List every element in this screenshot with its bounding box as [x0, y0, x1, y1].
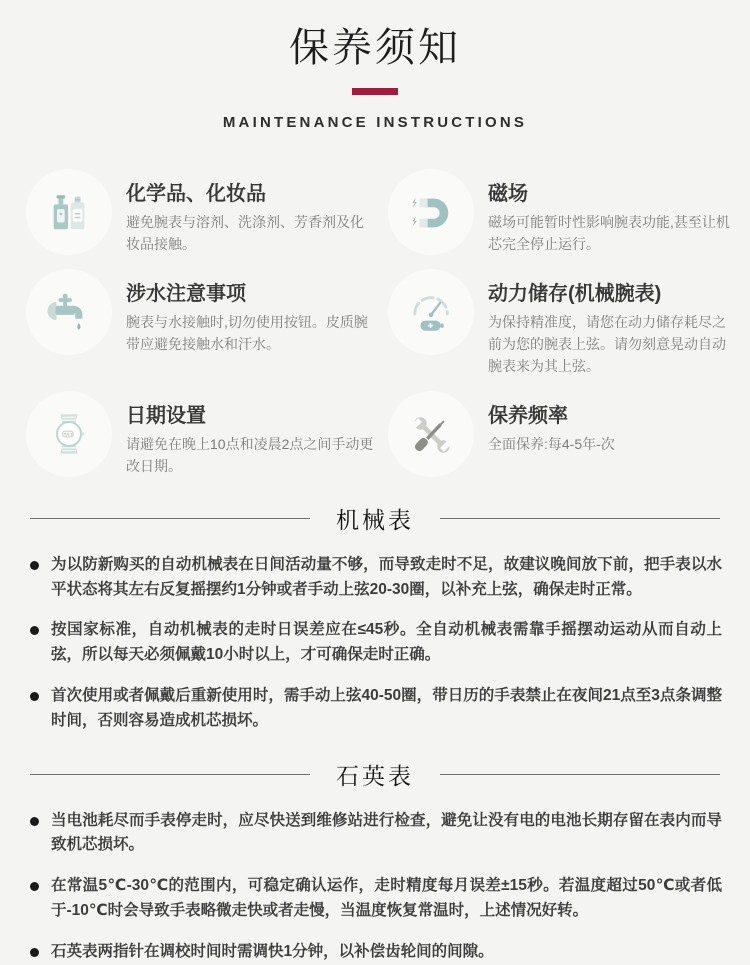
divider-line — [440, 518, 720, 519]
section-header-mechanical — [30, 502, 720, 535]
care-item-title: 保养频率 — [488, 405, 568, 428]
bottles-icon — [26, 169, 112, 255]
care-item-power-reserve — [388, 269, 750, 377]
bullet-text: 首次使用或者佩戴后重新使用时，需手动上弦40-50圈，带日历的手表禁止在夜间21点至3点条调整时间，否则容易造成机芯损坏。 — [51, 687, 722, 729]
care-item-desc: 全面保养:每4-5年-次 — [488, 436, 615, 453]
quartz-bullet-list — [28, 809, 722, 965]
bullet-text: 按国家标准，自动机械表的走时日误差应在≤45秒。全自动机械表需靠手摇摆动运动从而自动上弦，所以每天必须佩戴10小时以上，才可确保走时正确。 — [51, 621, 722, 664]
bullet-text: 在常温5℃-30℃的范围内，可稳定确认运作，走时精度每月误差±15秒。若温度超过50℃或者低于-10℃时会导致手表略微走快或者走慢，当温度恢复常温时，上述情况好转。 — [51, 877, 722, 919]
section-title: 机械表 — [336, 506, 414, 533]
care-item-water — [26, 269, 388, 377]
bullet-text: 当电池耗尽而手表停走时，应尽快送到维修站进行检查，避免让没有电的电池长期存留在表内而导致机芯损坏。 — [51, 811, 722, 854]
care-item-desc: 请避免在晚上10点和凌晨2点之间手动更改日期。 — [126, 436, 374, 475]
bullet-dot — [30, 692, 39, 701]
care-item-title: 动力储存(机械腕表) — [488, 283, 662, 306]
magnet-icon — [388, 169, 474, 255]
care-item-title: 涉水注意事项 — [126, 283, 246, 306]
care-item-date-setting — [26, 391, 388, 477]
care-item-desc: 避免腕表与溶剂、洗涤剂、芳香剂及化妆品接触。 — [126, 214, 364, 252]
bullet-dot — [30, 561, 39, 570]
care-item-desc: 腕表与水接触时,切勿使用按钮。皮质腕带应避免接触水和汗水。 — [126, 314, 368, 353]
bullet-item — [28, 684, 722, 734]
page-title: 保养须知 — [289, 26, 461, 70]
care-grid — [26, 169, 750, 478]
mechanical-bullet-list — [28, 553, 722, 734]
divider-line — [30, 518, 310, 519]
accent-bar — [352, 88, 398, 95]
header — [0, 0, 750, 131]
care-item-chemicals — [26, 169, 388, 255]
care-item-title: 化学品、化妆品 — [126, 183, 266, 205]
bullet-item — [28, 553, 722, 603]
bullet-text: 为以防新购买的自动机械表在日间活动量不够，而导致走时不足，故建议晚间放下前，把手表以水平状态将其左右反复摇摆约1分钟或者手动上弦20-30圈，以补充上弦，确保走时正常。 — [51, 555, 722, 598]
gauge-icon — [388, 269, 474, 355]
bullet-dot — [30, 948, 39, 957]
bullet-dot — [30, 882, 39, 891]
bullet-item — [28, 618, 722, 668]
page-subtitle: MAINTENANCE INSTRUCTIONS — [222, 114, 528, 131]
section-title: 石英表 — [336, 762, 414, 789]
bullet-text: 石英表两指针在调校时间时需调快1分钟，以补偿齿轮间的间隙。 — [51, 942, 494, 960]
care-item-service-frequency — [388, 391, 750, 477]
care-item-desc: 为保持精准度，请您在动力储存耗尽之前为您的腕表上弦。请勿刻意晃动自动腕表来为其上弦。 — [488, 314, 726, 374]
section-header-quartz — [30, 758, 720, 791]
bullet-dot — [30, 626, 39, 635]
bullet-item — [28, 940, 722, 965]
care-item-desc: 磁场可能暂时性影响腕表功能,甚至让机芯完全停止运行。 — [488, 214, 730, 252]
faucet-icon — [26, 269, 112, 355]
bullet-item — [28, 874, 722, 924]
bullet-dot — [30, 817, 39, 826]
tools-icon — [388, 391, 474, 477]
watch-icon — [26, 391, 112, 477]
watch-face-label: TUE 8 — [63, 432, 73, 437]
divider-line — [30, 774, 310, 775]
care-item-title: 日期设置 — [126, 405, 206, 428]
bullet-item — [28, 809, 722, 859]
care-item-title: 磁场 — [488, 183, 528, 205]
care-item-magnetic-field — [388, 169, 750, 255]
divider-line — [440, 774, 720, 775]
